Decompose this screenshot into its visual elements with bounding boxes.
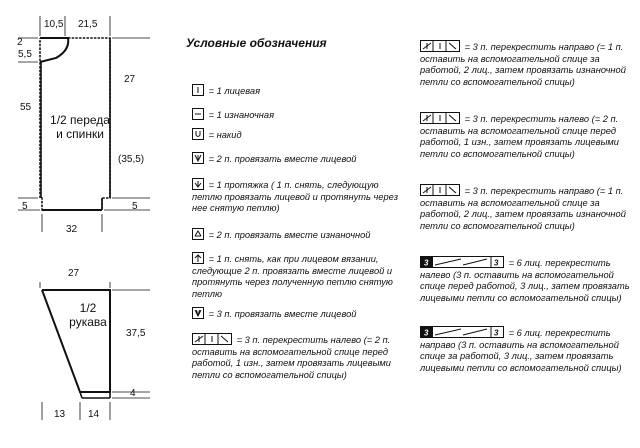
sk2p-symbol-icon bbox=[192, 252, 204, 264]
front-back-outline bbox=[40, 38, 68, 62]
purl-symbol-icon bbox=[192, 108, 204, 120]
dim-height: 55 bbox=[20, 102, 32, 113]
legend-title: Условные обозначения bbox=[186, 36, 327, 50]
cross3_right_b-symbol-icon bbox=[420, 184, 460, 196]
legend-item-text: = 3 п. перекрестить налево (= 2 п. оставить на вспомогательной спице перед работой, 1 изн., затем провязать лицевыми петли со вспомогательной спицы) bbox=[192, 335, 391, 380]
legend-item-text: = 3 п. перекрестить направо (= 1 п. оставить на вспомогательной спице за работой, 2 лиц., затем провязать изнаночной петли со вспомогательной спицы) bbox=[420, 42, 626, 87]
legend-item-yo bbox=[192, 128, 402, 142]
legend-item-text: = 1 лицевая bbox=[206, 86, 261, 96]
legend-item-right-cross6_right bbox=[420, 326, 630, 374]
legend-item-text: = 6 лиц. перекрестить направо (3 п. оставить на вспомогательной спице за работой, 3 лиц., затем провязать лицевыми петли со вспомогательной спицы) bbox=[420, 328, 622, 373]
cross3_left_b-symbol-icon bbox=[420, 112, 460, 124]
p2tog-symbol-icon bbox=[192, 228, 204, 240]
legend-item-text: = 6 лиц. перекрестить налево (3 п. оставить на вспомогательной спице перед работой, 3 лиц., затем провязать лицевыми петли со вспомогательной спицы) bbox=[420, 258, 630, 303]
legend-item-text: = 1 п. снять, как при лицевом вязании, следующие 2 п. провязать вместе лицевой и протянуть через полученную петлю снятую петлю bbox=[192, 254, 393, 299]
legend-item-sk2p bbox=[192, 252, 402, 300]
dim-top-right: 21,5 bbox=[78, 19, 98, 30]
legend-item-text: = 1 изнаночная bbox=[206, 110, 275, 120]
yo-symbol-icon bbox=[192, 128, 204, 140]
legend-item-p2tog bbox=[192, 228, 402, 242]
sleeve-dim-top: 27 bbox=[68, 268, 80, 279]
legend-item-knit bbox=[192, 84, 402, 98]
dim-neck-depth: 5,5 bbox=[18, 49, 32, 60]
legend-item-right-cross3_left_b bbox=[420, 112, 630, 160]
sleeve-dim-bottom-left: 13 bbox=[54, 409, 66, 420]
sleeve-dim-cuff: 4 bbox=[130, 388, 136, 399]
cross3_right_a-symbol-icon bbox=[420, 40, 460, 52]
dim-rib-left: 5 bbox=[22, 201, 28, 212]
sleeve-label: 1/2 рукава bbox=[69, 301, 107, 329]
legend-item-text: = 3 п. перекрестить налево (= 2 п. оставить на вспомогательной спице перед работой, 1 изн., затем провязать лицевыми петли со вспомогательной спицы) bbox=[420, 114, 619, 159]
cross6_left-symbol-icon bbox=[420, 256, 504, 268]
front-back-label: 1/2 переда и спинки bbox=[50, 113, 110, 141]
dim-neck-small: 2 bbox=[17, 37, 23, 48]
legend-item-right-cross3_right_b bbox=[420, 184, 630, 232]
svg-text:3: 3 bbox=[494, 258, 499, 267]
ssk-symbol-icon bbox=[192, 178, 204, 190]
legend-item-text: = 3 п. перекрестить направо (= 1 п. оставить на вспомогательной спице за работой, 2 лиц., затем провязать изнаночной петли со вспомогательной спицы) bbox=[420, 186, 626, 231]
svg-text:3: 3 bbox=[494, 328, 499, 337]
dim-armhole: 27 bbox=[124, 74, 136, 85]
legend-item-ssk bbox=[192, 178, 402, 215]
legend-item-k2tog bbox=[192, 152, 402, 166]
sleeve-dim-bottom-right: 14 bbox=[88, 409, 100, 420]
dim-side: (35,5) bbox=[118, 154, 145, 165]
legend-item-text: = 2 п. провязать вместе лицевой bbox=[206, 154, 357, 164]
cross6_right-symbol-icon bbox=[420, 326, 504, 338]
legend-item-k3tog bbox=[192, 307, 402, 321]
legend-item-text: = накид bbox=[206, 130, 242, 140]
sleeve-outline bbox=[42, 290, 110, 392]
dim-rib-right: 5 bbox=[132, 201, 138, 212]
cross3_left_a-symbol-icon bbox=[192, 333, 232, 345]
legend-item-purl bbox=[192, 108, 402, 122]
k3tog-symbol-icon bbox=[192, 307, 204, 319]
k2tog-symbol-icon bbox=[192, 152, 204, 164]
sleeve-dim-height: 37,5 bbox=[126, 328, 146, 339]
dim-top-left: 10,5 bbox=[44, 19, 64, 30]
legend-item-text: = 3 п. провязать вместе лицевой bbox=[206, 309, 357, 319]
legend-item-cross3_left_a bbox=[192, 333, 402, 381]
legend-item-text: = 2 п. провязать вместе изнаночной bbox=[206, 230, 371, 240]
legend-item-text: = 1 протяжка ( 1 п. снять, следующую петлю провязать лицевой и протянуть через нее снятую петлю) bbox=[192, 180, 399, 213]
knit-symbol-icon bbox=[192, 84, 204, 96]
svg-text:3: 3 bbox=[424, 258, 429, 267]
dim-width: 32 bbox=[66, 224, 78, 235]
legend-item-right-cross6_left bbox=[420, 256, 630, 304]
legend-item-right-cross3_right_a bbox=[420, 40, 630, 88]
legend-left bbox=[186, 38, 401, 76]
svg-text:3: 3 bbox=[424, 328, 429, 337]
